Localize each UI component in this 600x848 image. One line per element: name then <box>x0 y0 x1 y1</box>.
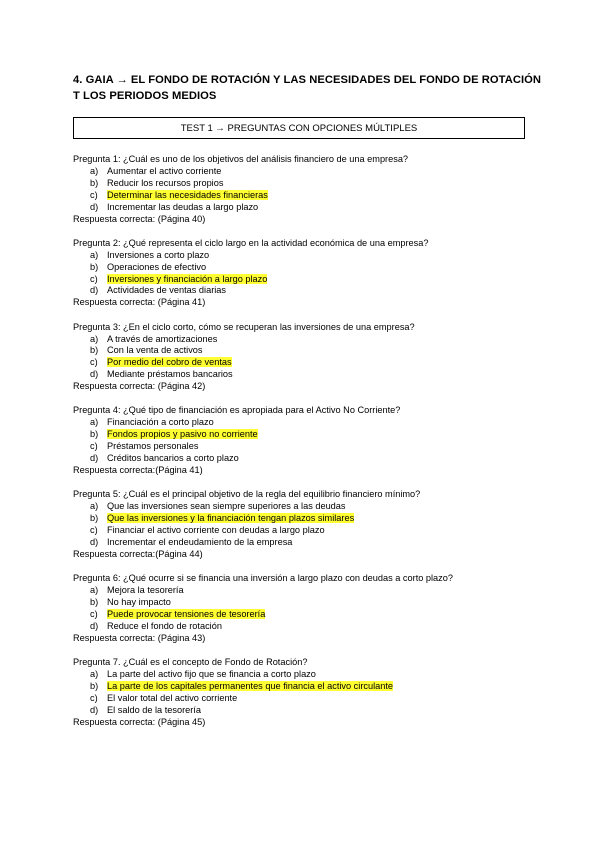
option-letter: d) <box>90 620 99 631</box>
option-d <box>73 453 543 465</box>
option-letter: b) <box>90 345 99 356</box>
answer-reference: Respuesta correcta: (Página 43) <box>73 632 206 643</box>
option-text: La parte del activo fijo que se financia a corto plazo <box>107 668 316 679</box>
test-header: TEST 1 → PREGUNTAS CON OPCIONES MÚLTIPLES <box>180 122 418 134</box>
question-block <box>73 238 543 309</box>
option-b <box>73 429 543 441</box>
highlighted-answer <box>90 429 258 440</box>
option-text: Que las inversiones y la financiación tengan plazos similares <box>107 513 355 524</box>
option-text: La parte de los capitales permanentes que financia el activo circulante <box>107 680 394 691</box>
option-letter: c) <box>90 189 98 200</box>
option-letter: d) <box>90 201 99 212</box>
question-block <box>73 657 543 728</box>
highlighted-answer <box>90 273 268 284</box>
option-text: Determinar las necesidades financieras <box>107 189 268 200</box>
option-c <box>73 190 543 202</box>
option-letter: a) <box>90 249 99 260</box>
option-text: Inversiones a corto plazo <box>107 249 210 260</box>
option-text: Mejora la tesorería <box>107 585 184 596</box>
option-text: Inversiones y financiación a largo plazo <box>107 273 268 284</box>
option-letter: d) <box>90 536 99 547</box>
answer-reference: Respuesta correcta: (Página 45) <box>73 716 206 727</box>
option-text: Mediante préstamos bancarios <box>107 369 233 380</box>
section-title: 4. GAIA → EL FONDO DE ROTACIÓN Y LAS NECESIDADES DEL FONDO DE ROTACIÓN T LOS PERIODOS MEDIOS <box>73 74 542 102</box>
option-b <box>73 345 543 357</box>
option-c <box>73 274 543 286</box>
option-text: Financiar el activo corriente con deudas a largo plazo <box>107 525 325 536</box>
option-text: Operaciones de efectivo <box>107 261 207 272</box>
option-text: Incrementar el endeudamiento de la empresa <box>107 536 293 547</box>
option-a <box>73 334 543 346</box>
option-c <box>73 609 543 621</box>
answer-reference: Respuesta correcta: (Página 42) <box>73 381 206 392</box>
option-b <box>73 513 543 525</box>
option-text: Financiación a corto plazo <box>107 417 214 428</box>
option-text: Puede provocar tensiones de tesorería <box>107 608 266 619</box>
option-text: Aumentar el activo corriente <box>107 165 222 176</box>
option-letter: a) <box>90 333 99 344</box>
option-text: A través de amortizaciones <box>107 333 218 344</box>
option-b <box>73 262 543 274</box>
option-text: El valor total del activo corriente <box>107 692 238 703</box>
question-block <box>73 322 543 393</box>
option-d <box>73 369 543 381</box>
highlighted-answer <box>90 513 355 524</box>
option-letter: b) <box>90 680 99 691</box>
option-a <box>73 250 543 262</box>
question-block <box>73 489 543 560</box>
question-text: Pregunta 3: ¿En el ciclo corto, cómo se recuperan las inversiones de una empresa? <box>73 321 415 332</box>
option-letter: b) <box>90 177 99 188</box>
option-text: Créditos bancarios a corto plazo <box>107 453 239 464</box>
option-letter: a) <box>90 501 99 512</box>
answer-reference: Respuesta correcta:(Página 41) <box>73 465 203 476</box>
option-letter: c) <box>90 273 98 284</box>
option-text: Préstamos personales <box>107 441 199 452</box>
option-a <box>73 166 543 178</box>
option-letter: a) <box>90 668 99 679</box>
option-letter: b) <box>90 261 99 272</box>
option-letter: a) <box>90 585 99 596</box>
option-letter: b) <box>90 596 99 607</box>
option-text: Reducir los recursos propios <box>107 177 224 188</box>
option-c <box>73 525 543 537</box>
option-letter: b) <box>90 513 99 524</box>
question-block <box>73 154 543 225</box>
option-a <box>73 501 543 513</box>
option-text: El saldo de la tesorería <box>107 704 201 715</box>
option-letter: a) <box>90 417 99 428</box>
option-text: Actividades de ventas diarias <box>107 285 226 296</box>
option-letter: c) <box>90 525 98 536</box>
answer-reference: Respuesta correcta: (Página 41) <box>73 297 206 308</box>
question-text: Pregunta 5: ¿Cuál es el principal objetivo de la regla del equilibrio financiero mínimo? <box>73 489 421 500</box>
option-c <box>73 441 543 453</box>
answer-reference: Respuesta correcta: (Página 40) <box>73 213 206 224</box>
option-d <box>73 285 543 297</box>
option-d <box>73 537 543 549</box>
option-text: Por medio del cobro de ventas <box>107 357 232 368</box>
option-letter: d) <box>90 453 99 464</box>
option-letter: d) <box>90 704 99 715</box>
question-text: Pregunta 1: ¿Cuál es uno de los objetivos del análisis financiero de una empresa? <box>73 154 409 164</box>
option-letter: a) <box>90 165 99 176</box>
option-d <box>73 705 543 717</box>
option-b <box>73 681 543 693</box>
question-block <box>73 573 543 644</box>
option-b <box>73 178 543 190</box>
option-a <box>73 585 543 597</box>
option-letter: c) <box>90 441 98 452</box>
option-text: Fondos propios y pasivo no corriente <box>107 429 258 440</box>
option-text: No hay impacto <box>107 596 171 607</box>
question-block <box>73 405 543 476</box>
test-header-box <box>73 117 525 139</box>
option-c <box>73 693 543 705</box>
option-a <box>73 669 543 681</box>
highlighted-answer <box>90 357 232 368</box>
option-a <box>73 417 543 429</box>
option-text: Que las inversiones sean siempre superiores a las deudas <box>107 501 346 512</box>
question-text: Pregunta 2: ¿Qué representa el ciclo largo en la actividad económica de una empresa? <box>73 237 429 248</box>
option-d <box>73 202 543 214</box>
option-letter: b) <box>90 429 99 440</box>
option-letter: c) <box>90 692 98 703</box>
question-text: Pregunta 4: ¿Qué tipo de financiación es apropiada para el Activo No Corriente? <box>73 405 401 416</box>
option-letter: c) <box>90 357 98 368</box>
highlighted-answer <box>90 189 268 200</box>
option-letter: c) <box>90 608 98 619</box>
option-text: Reduce el fondo de rotación <box>107 620 222 631</box>
option-b <box>73 597 543 609</box>
option-d <box>73 621 543 633</box>
answer-reference: Respuesta correcta:(Página 44) <box>73 548 203 559</box>
questions-list <box>73 154 543 741</box>
option-c <box>73 357 543 369</box>
option-text: Incrementar las deudas a largo plazo <box>107 201 259 212</box>
option-letter: d) <box>90 369 99 380</box>
option-letter: d) <box>90 285 99 296</box>
question-text: Pregunta 6: ¿Qué ocurre si se financia una inversión a largo plazo con deudas a corto plazo? <box>73 573 453 584</box>
highlighted-answer <box>90 680 394 691</box>
highlighted-answer <box>90 608 266 619</box>
question-text: Pregunta 7. ¿Cuál es el concepto de Fondo de Rotación? <box>73 656 308 667</box>
option-text: Con la venta de activos <box>107 345 203 356</box>
